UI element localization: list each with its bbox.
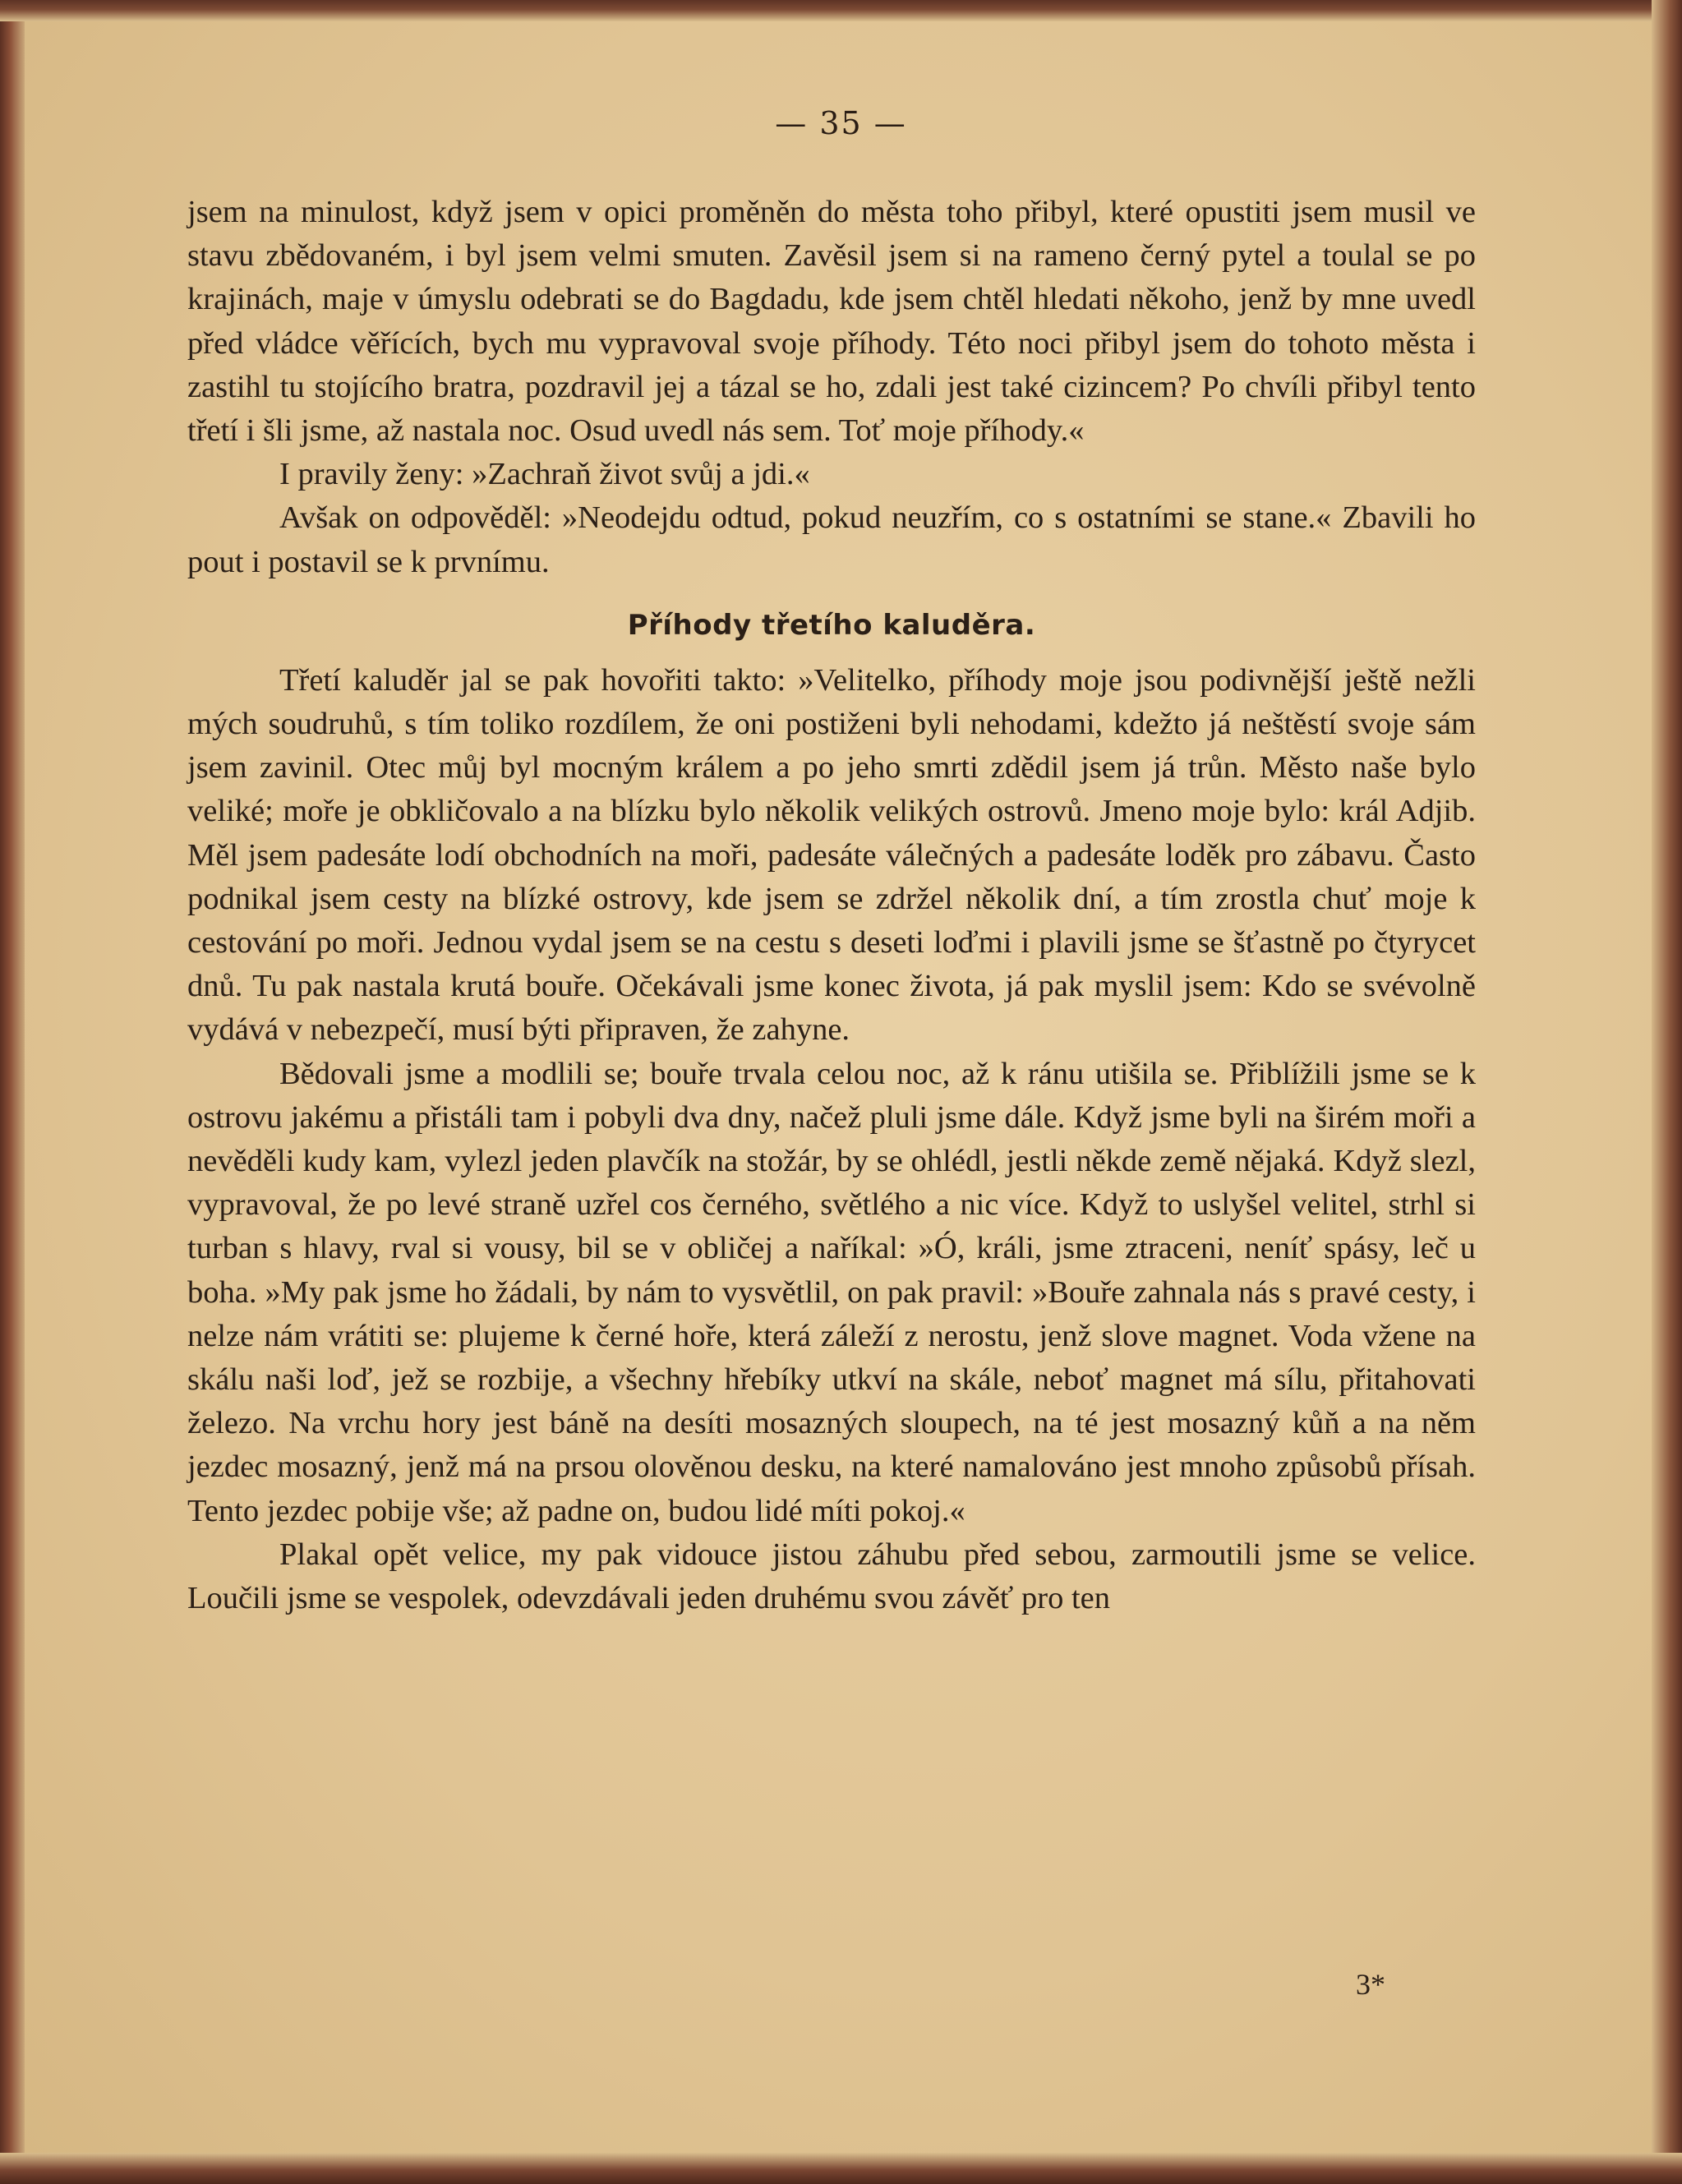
body-text — [187, 191, 1476, 1620]
paragraph-1: jsem na minulost, když jsem v opici proměněn do města toho přibyl, které opustiti jsem musil ve stavu zbědovaném, i byl jsem velmi smuten. Zavěsil jsem si na rameno černý pytel a toulal se po krajinách, maje v úmyslu odebrati se do Bagdadu, kde jsem chtěl hledati někoho, jenž by mne uvedl před vládce věřících, bych mu vypravoval svoje příhody. Této noci přibyl jsem do tohoto města i zastihl tu stojícího bratra, pozdravil jej a tázal se ho, zdali jest také cizincem? Po chvíli přibyl tento třetí i šli jsme, až nastala noc. Osud uvedl nás sem. Toť moje příhody.« — [187, 195, 1476, 449]
page-top-edge — [0, 0, 1682, 21]
paragraph-4: Třetí kaluděr jal se pak hovořiti takto: »Velitelko, příhody moje jsou podivnější ještě nežli mých soudruhů, s tím toliko rozdílem, že oni postiženi byli nehodami, kdežto já neštěstí svoje sám jsem zavinil. Otec můj byl mocným králem a po jeho smrti zdědil jsem já trůn. Město naše bylo veliké; moře je obkličovalo a na blízku bylo několik velikých ostrovů. Jmeno moje bylo: král Adjib. Měl jsem padesáte lodí obchodních na moři, padesáte válečných a padesáte loděk pro zábavu. Často podnikal jsem cesty na blízké ostrovy, kde jsem se zdržel několik dní, a tím zrostla chuť moje k cestování po moři. Jednou vydal jsem se na cestu s deseti loďmi i plavili jsme se šťastně po čtyrycet dnů. Tu pak nastala krutá bouře. Očekávali jsme konec života, já pak myslil jsem: Kdo se svévolně vydává v nebezpečí, musí býti připraven, že zahyne. — [187, 662, 1476, 1048]
section-heading: Příhody třetího kaluděra. — [627, 608, 1036, 642]
paragraph-3: Avšak on odpověděl: »Neodejdu odtud, pokud neuzřím, co s ostatními se stane.« Zbavili ho pout i postavil se k prvnímu. — [187, 500, 1476, 579]
page-right-edge — [1652, 0, 1682, 2184]
page-binding-edge — [0, 0, 25, 2184]
signature-mark: 3* — [1356, 1968, 1385, 2001]
paragraph-2: I pravily ženy: »Zachraň život svůj a jdi.« — [279, 457, 810, 492]
paragraph-5: Bědovali jsme a modlili se; bouře trvala celou noc, až k ránu utišila se. Přiblížili jsme se k ostrovu jakému a přistáli tam i pobyli dva dny, načež pluli jsme dále. Když jsme byli na širém moři a nevěděli kudy kam, vylezl jeden plavčík na stožár, by se ohlédl, jestli někde země nějaká. Když slezl, vypravoval, že po levé straně uzřel cos černého, světlého a nic více. Když to uslyšel velitel, strhl si turban s hlavy, rval si vousy, bil se v obličej a naříkal: »Ó, králi, jsme ztraceni, neníť spásy, leč u boha. »My pak jsme ho žádali, by nám to vysvětlil, on pak pravil: »Bouře zahnala nás s pravé cesty, i nelze nám vrátiti se: plujeme k černé hoře, která záleží z nerostu, jenž slove magnet. Voda vžene na skálu naši loď, jež se rozbije, a všechny hřebíky utkví na skále, neboť magnet má sílu, přitahovati železo. Na vrchu hory jest báně na desíti mosazných sloupech, na té jest mosazný kůň a na něm jezdec mosazný, jenž má na prsou olověnou desku, na které namalováno jest mnoho způsobů přísah. Tento jezdec pobije vše; až padne on, budou lidé míti pokoj.« — [187, 1056, 1476, 1528]
page-bottom-edge — [0, 2153, 1682, 2184]
page-number: — 35 — — [775, 105, 907, 141]
paragraph-6: Plakal opět velice, my pak vidouce jistou záhubu před sebou, zarmoutili jsme se velice. Loučili jsme se vespolek, odevzdávali jeden druhému svou závěť pro ten — [187, 1537, 1476, 1616]
